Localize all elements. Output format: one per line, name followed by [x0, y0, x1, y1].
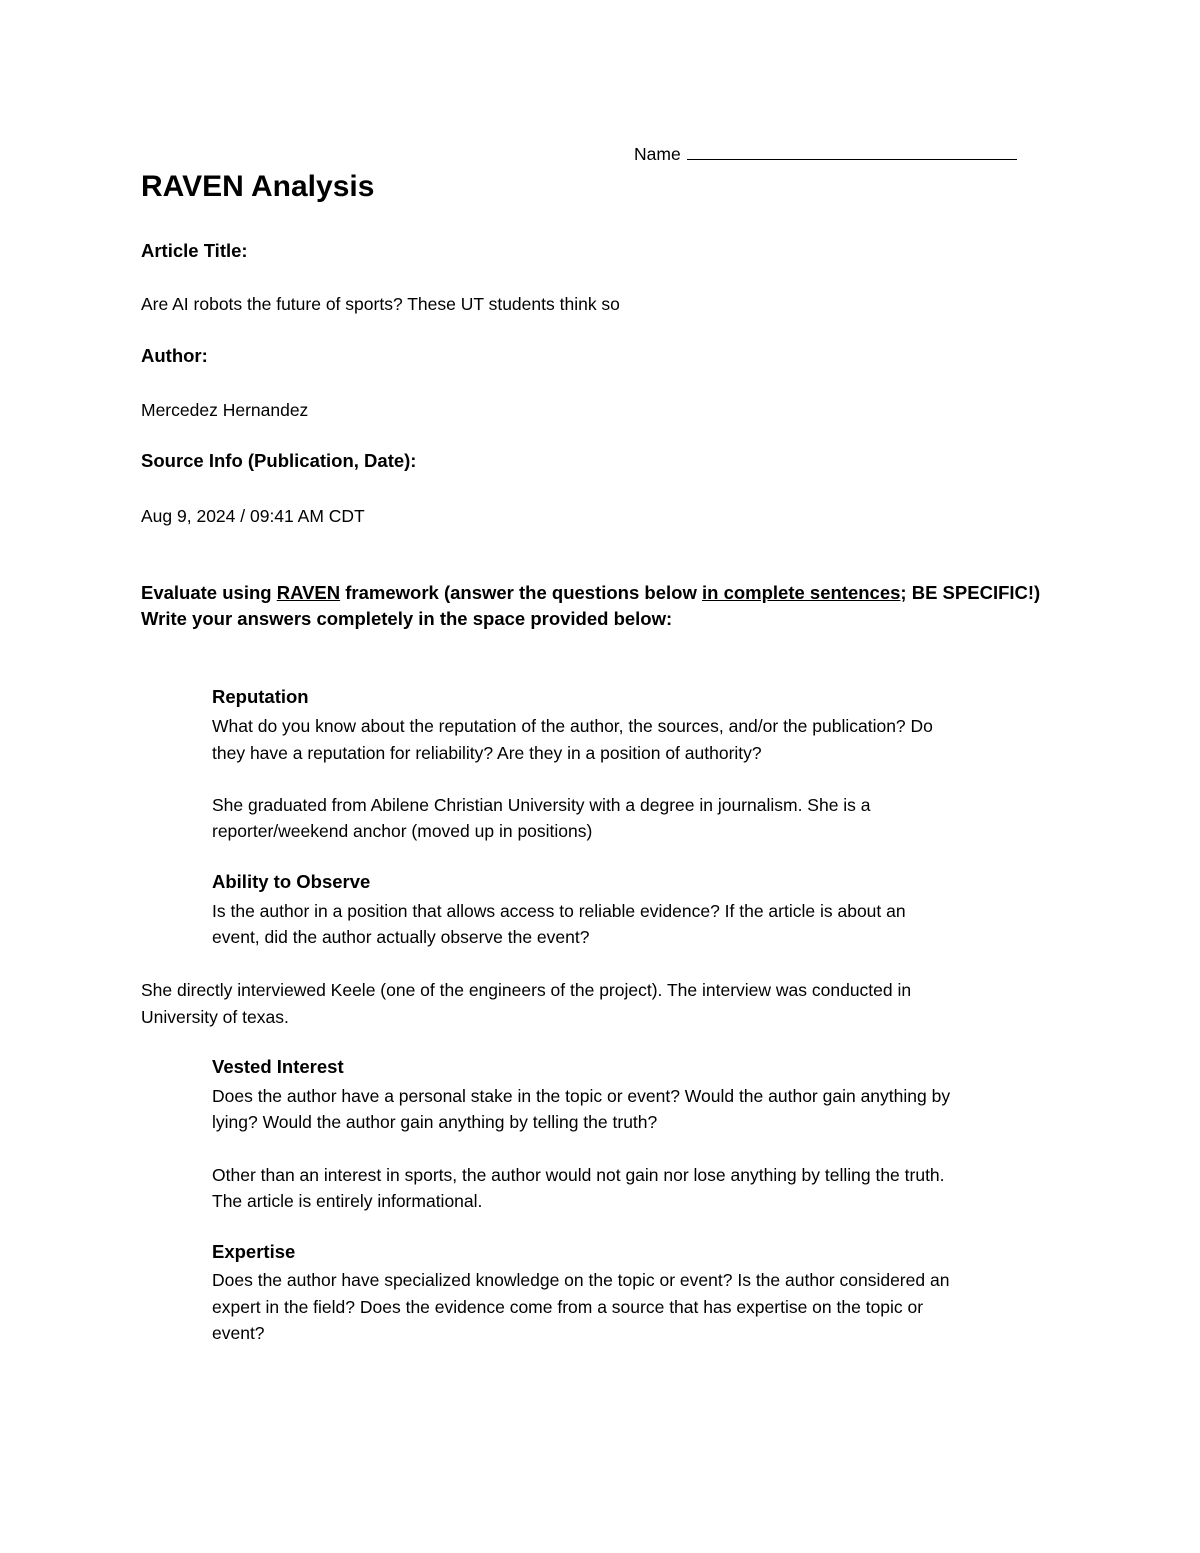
name-field: [634, 144, 1017, 165]
instructions-text-2: framework (answer the questions below: [340, 582, 702, 603]
ability-answer-line-1: She directly interviewed Keele (one of the engineers of the project). The interview was conducted in: [141, 980, 912, 1000]
reputation-question-line-2: they have a reputation for reliability? Are they in a position of authority?: [212, 743, 762, 763]
reputation-answer-line-1: She graduated from Abilene Christian University with a degree in journalism. She is a: [212, 795, 871, 815]
instructions-line-2: Write your answers completely in the space provided below:: [141, 608, 673, 629]
name-blank-line: [687, 145, 1017, 160]
reputation-answer-line-2: reporter/weekend anchor (moved up in positions): [212, 821, 593, 841]
source-info-value: Aug 9, 2024 / 09:41 AM CDT: [141, 506, 365, 526]
vested-question-line-2: lying? Would the author gain anything by telling the truth?: [212, 1112, 658, 1132]
ability-question-line-2: event, did the author actually observe the event?: [212, 927, 590, 947]
expertise-question-line-1: Does the author have specialized knowledge on the topic or event? Is the author considered an: [212, 1270, 950, 1290]
vested-question-line-1: Does the author have a personal stake in the topic or event? Would the author gain anything by: [212, 1086, 951, 1106]
name-label: Name: [634, 144, 681, 164]
author-label: Author:: [141, 345, 208, 366]
author-value: Mercedez Hernandez: [141, 400, 309, 420]
article-title-value: Are AI robots the future of sports? These UT students think so: [141, 294, 620, 314]
article-title-label: Article Title:: [141, 240, 248, 261]
vested-answer-line-1: Other than an interest in sports, the author would not gain nor lose anything by telling the truth.: [212, 1165, 945, 1185]
source-info-label: Source Info (Publication, Date):: [141, 450, 417, 471]
instructions-text: Evaluate using: [141, 582, 277, 603]
reputation-heading: Reputation: [212, 686, 309, 707]
instructions-complete-sentences: in complete sentences: [701, 582, 901, 603]
ability-question-line-1: Is the author in a position that allows access to reliable evidence? If the article is about an: [212, 901, 906, 921]
page-title: RAVEN Analysis: [141, 170, 375, 203]
vested-interest-heading: Vested Interest: [212, 1056, 344, 1077]
ability-heading: Ability to Observe: [212, 871, 371, 892]
ability-answer-line-2: University of texas.: [141, 1007, 289, 1027]
expertise-heading: Expertise: [212, 1241, 296, 1262]
instructions-raven: RAVEN: [276, 582, 341, 603]
expertise-question-line-3: event?: [212, 1323, 265, 1343]
reputation-question-line-1: What do you know about the reputation of the author, the sources, and/or the publication? Do: [212, 716, 933, 736]
expertise-question-line-2: expert in the field? Does the evidence come from a source that has expertise on the topic or: [212, 1297, 924, 1317]
instructions-text-3: ; BE SPECIFIC!): [900, 582, 1041, 603]
instructions-line-1: [141, 582, 1040, 604]
vested-answer-line-2: The article is entirely informational.: [212, 1191, 483, 1211]
